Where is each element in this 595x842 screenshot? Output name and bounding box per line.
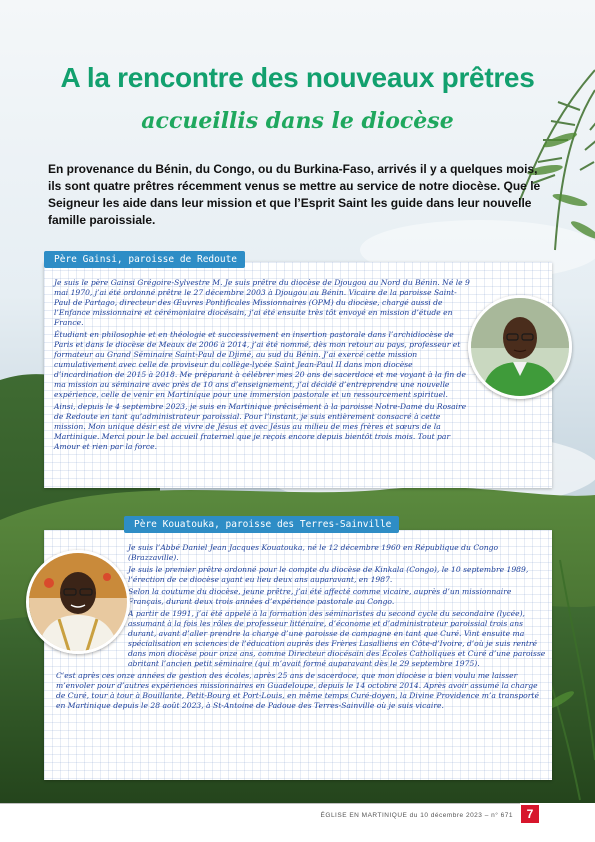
priest-photo-gainsi (468, 295, 572, 399)
footer-publication: ÉGLISE EN MARTINIQUE du 10 décembre 2023 – n° 671 (320, 812, 513, 819)
paragraph: Je suis l’Abbé Daniel Jean Jacques Kouatouka, né le 12 décembre 1960 en République du Congo (Brazzaville). (128, 543, 499, 562)
priest-photo-kouatouka (26, 550, 130, 654)
paragraph: Je suis le père Gainsi Grégoire-Sylvestre M. Je suis prêtre du diocèse de Djougou au Nord du Bénin. Né le 9 mai 1970, j’ai été ordonné prêtre le 27 décembre 2003 à Djougou au Bénin. Vicaire de la paroisse Saint-Paul de Partago, directeur des Œuvres Pontificales Missionnaires (OPM) du diocèse, chargé aussi de l’Enfance missionnaire et cérémoniaire diocésain, j’ai été ensuite très tôt envoyé en mission d’étude en France. (54, 278, 470, 327)
priest-tag-gainsi: Père Gainsi, paroisse de Redoute (44, 251, 245, 268)
paragraph: C’est après ces onze années de gestion des écoles, après 25 ans de sacerdoce, que mon diocèse a bien voulu me laisser m’envoler pour d’autres expériences missionnaires en Guadeloupe, depuis le 14 octobre 2014. Après avoir assumé la charge de Curé, tour à tour à Bouillante, Petit-Bourg et Port-Louis, en même temps Curé-doyen, la Divine Providence m’a transporté en Martinique depuis le 28 août 2023, à St-Antoine de Padoue des Terres-Sainville où je suis vicaire. (56, 671, 539, 710)
priest-text-gainsi (54, 278, 470, 454)
intro-paragraph: En provenance du Bénin, du Congo, ou du Burkina-Faso, arrivés il y a quelques mois, ils sont quatre prêtres récemment venus se mettre au service de notre diocèse. Que le Seigneur les aide dans leur mission et que l’Esprit Saint les guide dans leur nouvelle famille paroissiale. (48, 162, 541, 227)
page-title: A la rencontre des nouveaux prêtres (60, 62, 535, 93)
paragraph: A partir de 1991, j’ai été appelé à la formation des séminaristes du second cycle du secondaire (lycée), assumant à la fois les rôles de professeur littéraire, d’économe et d’administrateur paroissial trois ans durant, avant d’aller prendre la charge d’une paroisse de campagne en tant que Curé. Vint ensuite ma spécialisation en sciences de l’éducation auprès des Frères Lasalliens en Côte-d’Ivoire, d’où je suis rentré dans mon diocèse pour onze ans, comme Directeur diocésain des Écoles Catholiques et Curé d’une paroisse abritant l’ancien petit séminaire (qui m’avait formé auparavant dès le 29 septembre 1975). (128, 609, 546, 668)
footer-rule (0, 803, 520, 804)
page-subtitle: accueillis dans le diocèse (141, 108, 454, 134)
paragraph: Je suis le premier prêtre ordonné pour le compte du diocèse de Kinkala (Congo), le 10 septembre 1989, l’érection de ce diocèse ayant eu lieu deux ans auparavant, en 1987. (128, 565, 529, 584)
paragraph: Ainsi, depuis le 4 septembre 2023, je suis en Martinique précisément à la paroisse Notre-Dame du Rosaire de Redoute en tant qu’administrateur paroissial. Pour l’instant, je suis entièrement consacré à cette mission. Mon unique désir est de vivre de Jésus et avec Jésus au milieu de mes frères et sœurs de la Martinique. Merci pour le bel accueil fraternel que je reçois encore depuis bientôt trois mois. Tout par Amour et rien par la force. (54, 402, 467, 451)
page-number: 7 (521, 805, 539, 823)
page-footer (0, 803, 595, 842)
paragraph: Selon la coutume du diocèse, jeune prêtre, j’ai été affecté comme vicaire, auprès d’un missionnaire Français, durant deux trois années d’expérience pastorale au Congo. (128, 587, 512, 606)
priest-text-kouatouka (56, 543, 546, 713)
priest-tag-kouatouka: Père Kouatouka, paroisse des Terres-Sainville (124, 516, 399, 533)
paragraph: Étudiant en philosophie et en théologie et successivement en insertion pastorale dans l’archidiocèse de Paris et dans le diocèse de Meaux de 2006 à 2014, j’ai été nommé, dès mon retour au pays, professeur et formateur au Grand Séminaire Saint-Paul de Djimé, au sud du Bénin. J’ai exercé cette mission cumulativement avec celle de proviseur du collège-lycée Saint Jean-Paul II dans mon diocèse d’incardination de 2015 à 2018. Me préparant à célébrer mes 20 ans de sacerdoce et me voyant à la fin de ma mission au séminaire avec près de 10 ans d’enseignement, j’ai décidé d’entreprendre une nouvelle expérience, celle de venir en Martinique pour une immersion pastorale et un ressourcement spirituel. (54, 330, 466, 399)
